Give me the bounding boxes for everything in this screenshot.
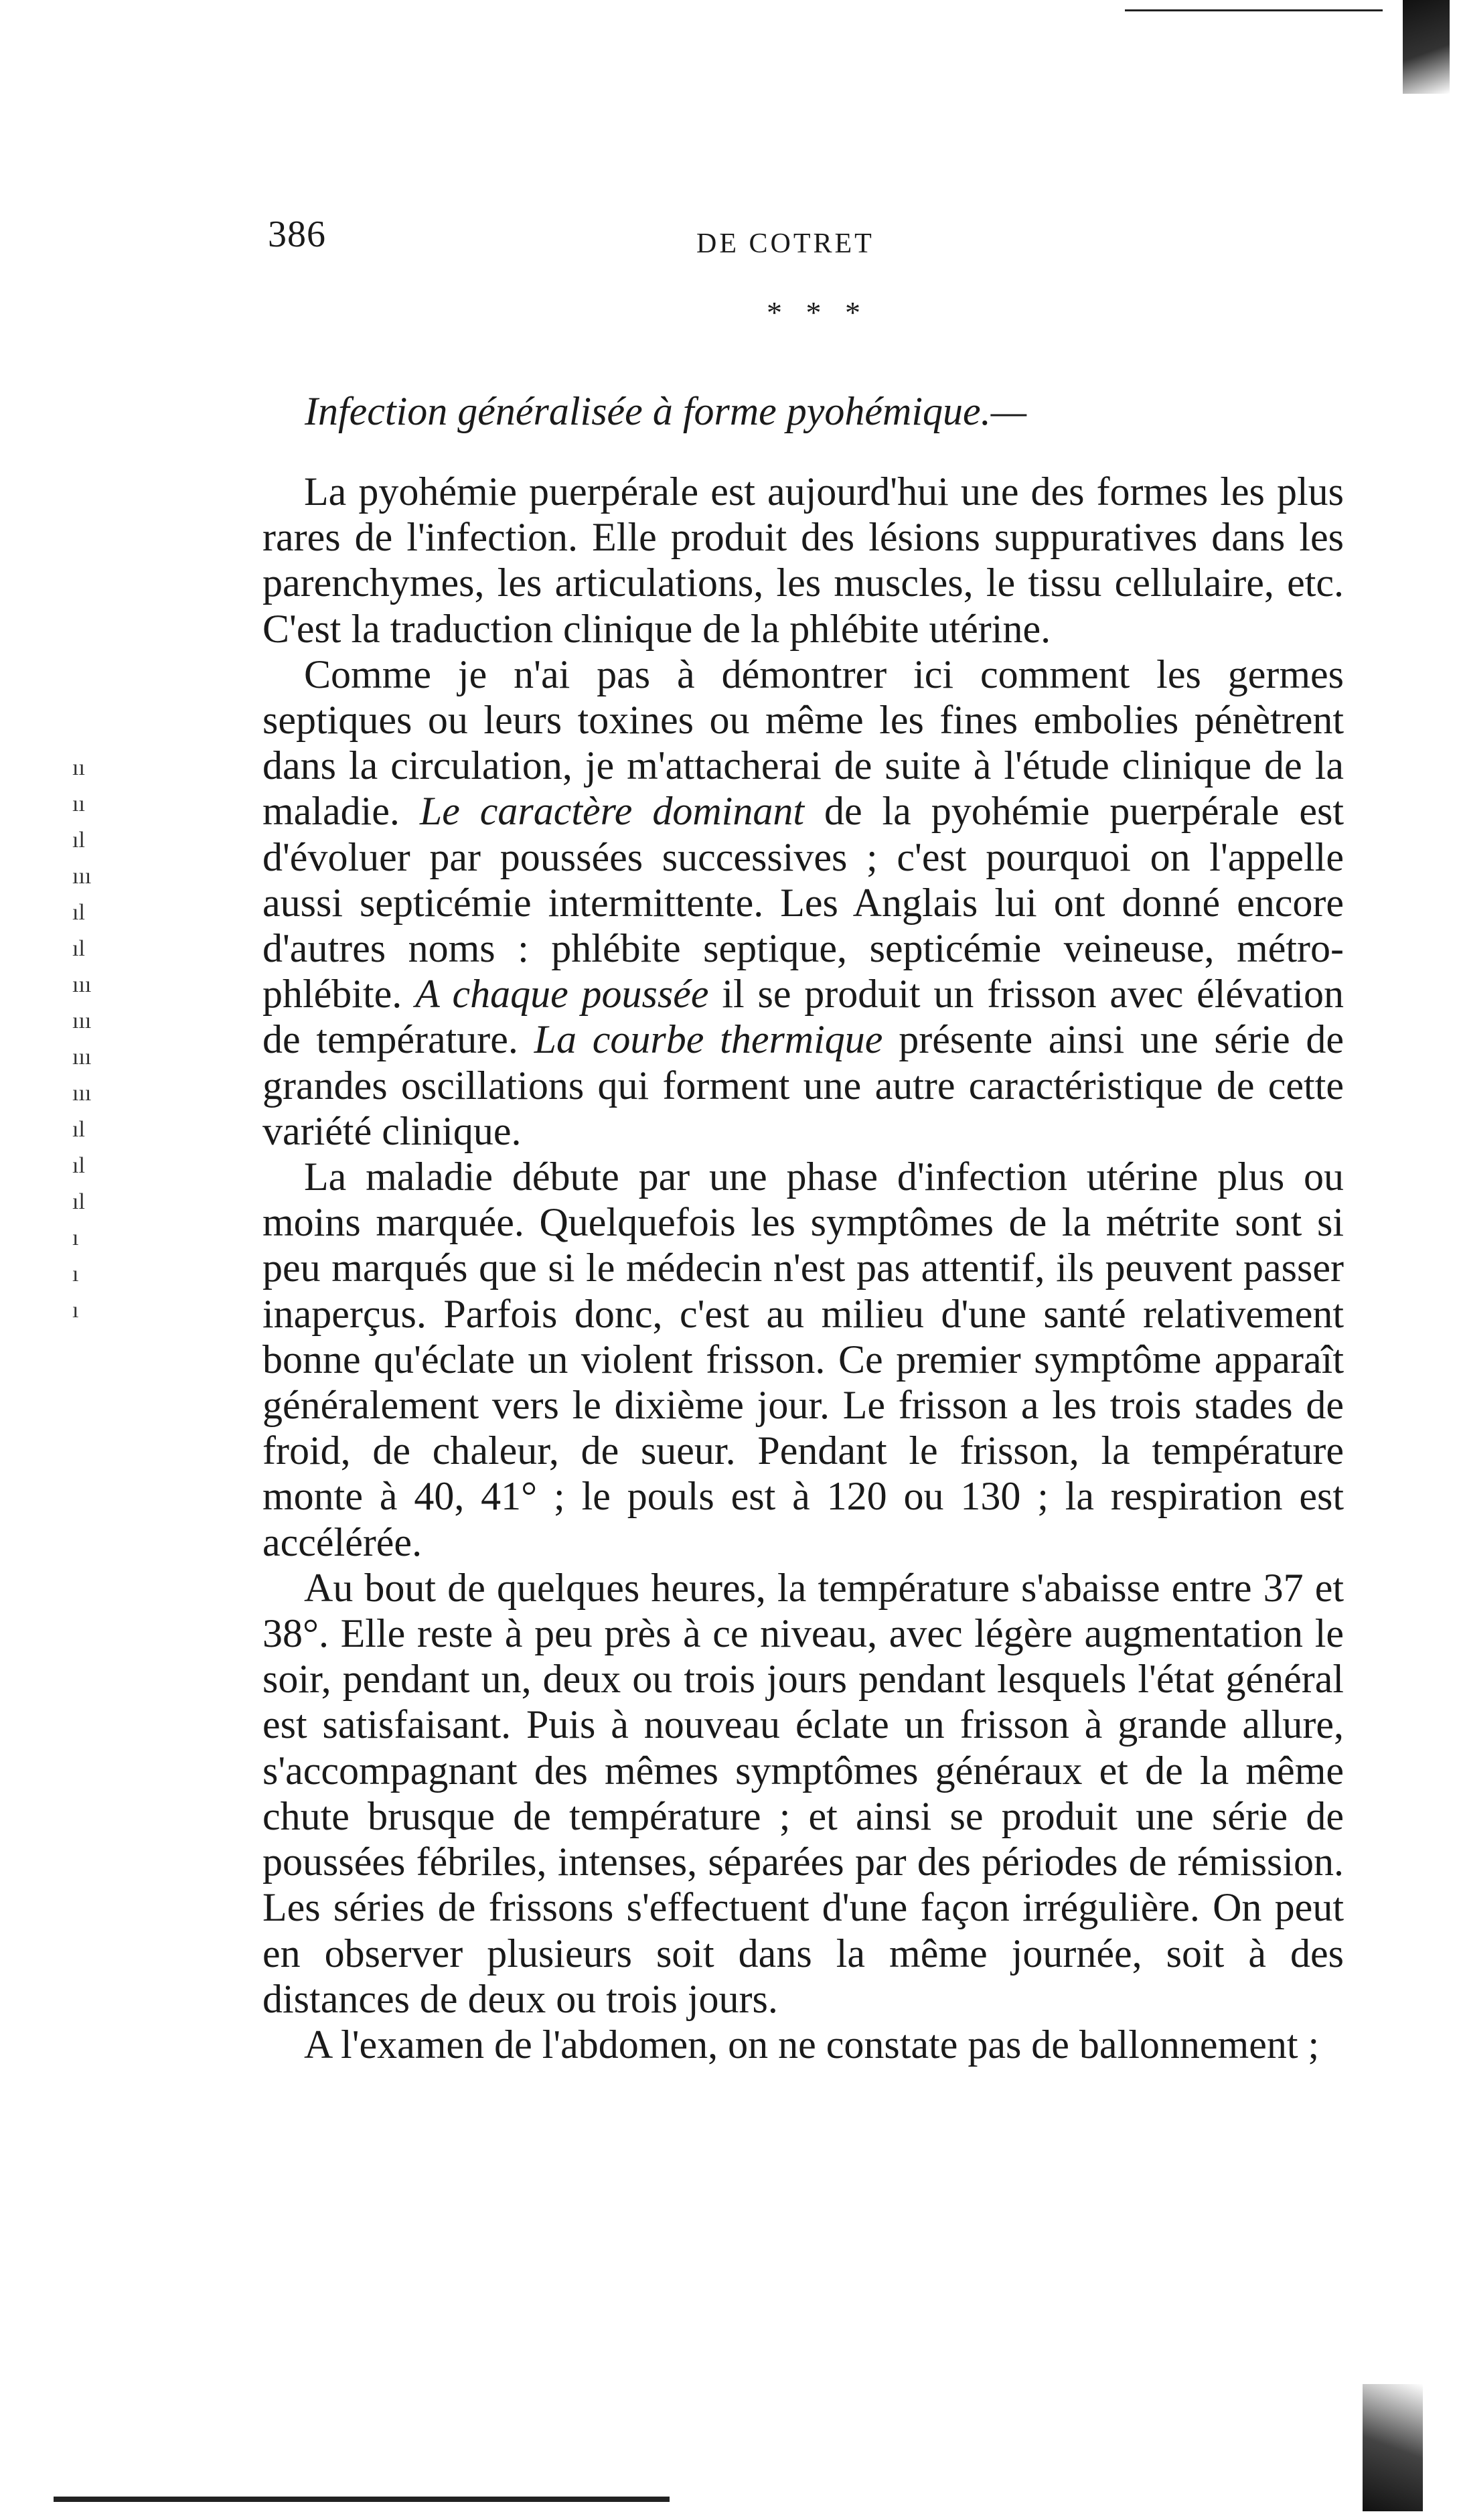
top-corner-shadow [1403, 0, 1450, 94]
bottom-corner-shadow [1363, 2384, 1423, 2511]
margin-mark: ıl [72, 828, 85, 853]
margin-mark: ıı [72, 755, 85, 780]
margin-mark: ı [72, 1262, 79, 1286]
italic-phrase: La courbe thermique [534, 1017, 883, 1062]
text-run: A l'examen de l'abdomen, on ne constate pas de ballonnement ; [304, 2022, 1320, 2067]
margin-mark: ıl [72, 1117, 85, 1142]
margin-mark: ıl [72, 1153, 85, 1178]
text-run: Comme je n'ai pas à démontrer ici comment les germes septiques ou leurs toxines ou même les fines embolies pénètrent dans la circulation, je m'attacherai de suite à l'étude clinique de la maladie. [262, 652, 1344, 834]
text-run: présente ainsi une série de grandes oscillations qui forment une autre caractéristique de cette variété clinique. [262, 1017, 1345, 1153]
text-run: La maladie débute par une phase d'infection utérine plus ou moins marquée. Quelquefois les symptômes de la métrite sont si peu marqués que si le médecin n'est pas attentif, ils peuvent passer inaperçus. Parfois donc, c'est au milieu d'une santé relativement bonne qu'éclate un violent frisson. Ce premier symptôme apparaît généralement vers le dixième jour. Le frisson a les trois stades de froid, de chaleur, de sueur. Pendant le frisson, la température monte à 40, 41° ; le pouls est à 120 ou 130 ; la respiration est accélérée. [262, 1155, 1344, 1564]
margin-mark: ııı [72, 1081, 92, 1106]
margin-mark: ıl [72, 936, 85, 961]
page-number: 386 [268, 214, 326, 255]
margin-mark: ıı [72, 792, 85, 816]
margin-mark: ı [72, 1226, 79, 1250]
paragraph [262, 2022, 1344, 2067]
margin-mark: ıl [72, 900, 85, 925]
section-separator: * * * [767, 295, 868, 329]
italic-phrase: A chaque poussée [415, 972, 709, 1017]
top-edge-shadow [1125, 9, 1383, 11]
body-text [262, 469, 1344, 2067]
italic-phrase: Le caractère dominant [419, 789, 805, 834]
bottom-rule [54, 2497, 670, 2502]
margin-mark: ıl [72, 1189, 85, 1214]
margin-marks [72, 750, 92, 1329]
section-title: Infection généralisée à forme pyohémique.— [305, 389, 1027, 433]
text-run: de la pyohémie puerpérale est d'évoluer par poussées successives ; c'est pourquoi on l'appelle aussi septicémie intermittente. Les Anglais lui ont donné encore d'autres noms : phlébite septique, septicémie veineuse, métro-phlébite. [262, 789, 1344, 1017]
paragraph [262, 1565, 1344, 2022]
paragraph [262, 1154, 1344, 1565]
margin-mark: ııı [72, 1045, 92, 1069]
running-head: DE COTRET [696, 228, 874, 259]
margin-mark: ı [72, 1298, 79, 1323]
paragraph [262, 652, 1344, 1154]
margin-mark: ııı [72, 972, 92, 997]
text-run: La pyohémie puerpérale est aujourd'hui une des formes les plus rares de l'infection. Elle produit des lésions suppuratives dans les parenchymes, les articulations, les muscles, le tissu cellulaire, etc. C'est la traduction clinique de la phlébite utérine. [262, 469, 1344, 651]
margin-mark: ııı [72, 1009, 92, 1033]
text-run: Au bout de quelques heures, la température s'abaisse entre 37 et 38°. Elle reste à peu près à ce niveau, avec légère augmentation le soir, pendant un, deux ou trois jours pendant lesquels l'état général est satisfaisant. Puis à nouveau éclate un frisson à grande allure, s'accompagnant des mêmes symptômes généraux et de la même chute brusque de température ; et ainsi se produit une série de poussées fébriles, intenses, séparées par des périodes de rémission. Les séries de frissons s'effectuent d'une façon irrégulière. On peut en observer plusieurs soit dans la même journée, soit à des distances de deux ou trois jours. [262, 1565, 1344, 2021]
paragraph [262, 469, 1344, 652]
margin-mark: ııı [72, 864, 92, 889]
text-run: il se produit un frisson avec élévation de température. [262, 972, 1344, 1062]
